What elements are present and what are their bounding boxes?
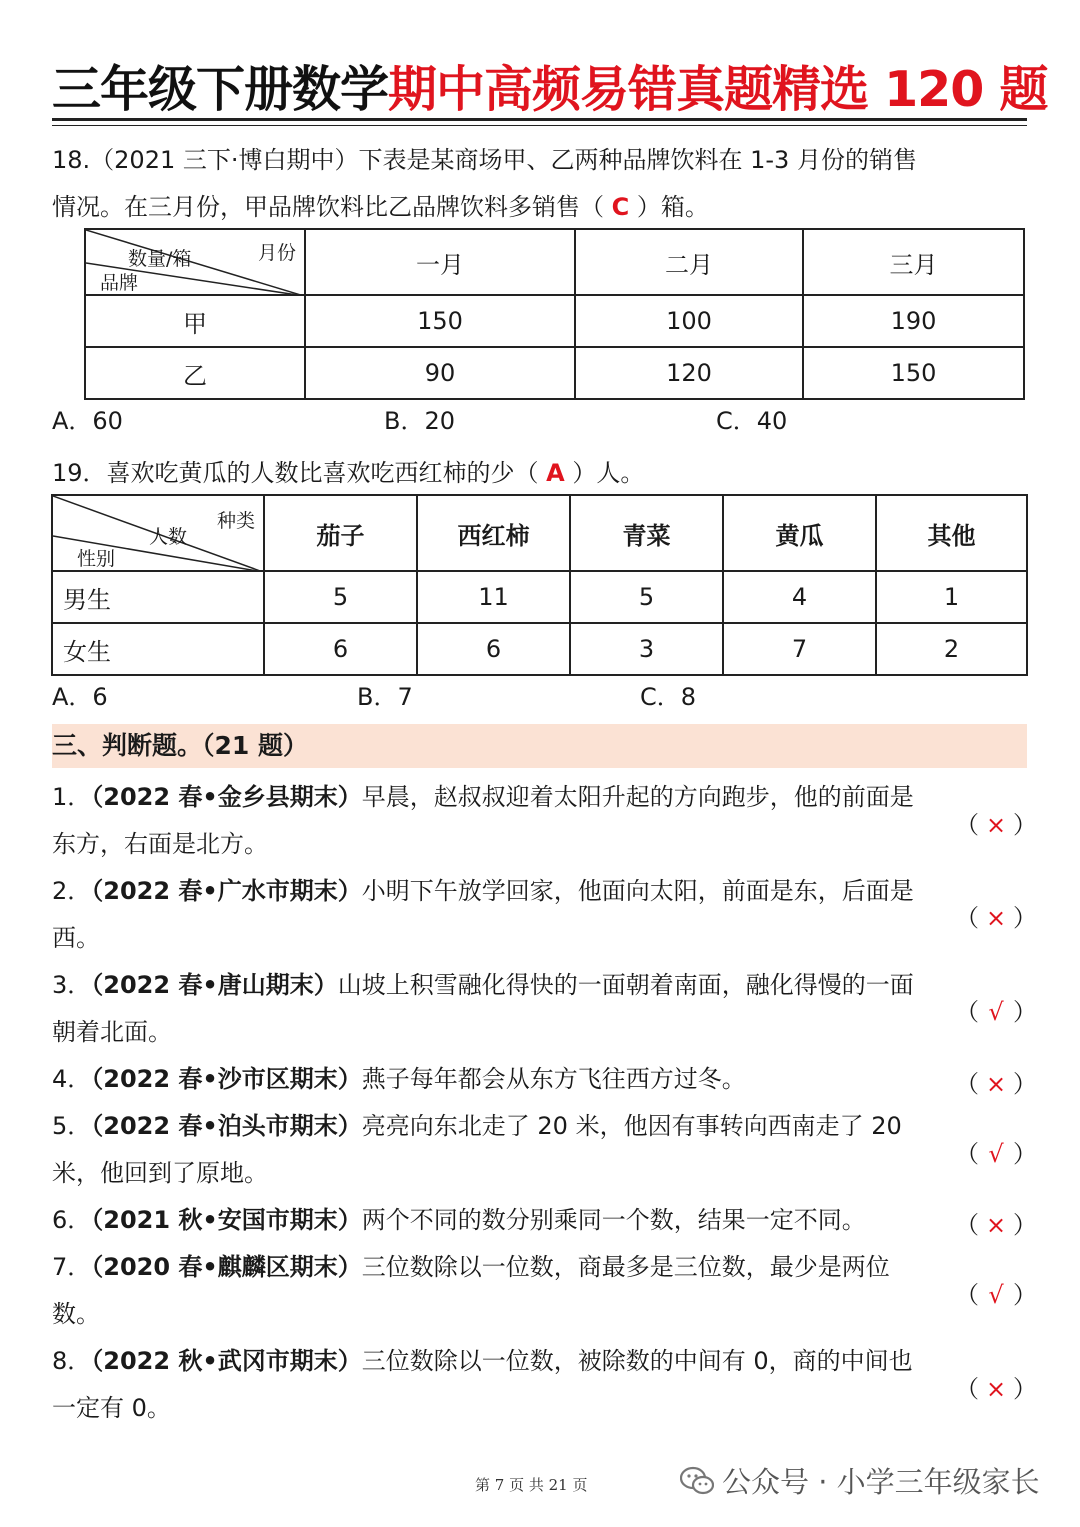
item-text: 燕子每年都会从东方飞往西方过冬。	[361, 1065, 746, 1093]
q18-line2-pre: 情况。在三月份，甲品牌饮料比乙品牌饮料多销售（	[52, 193, 612, 221]
title-red-part: 期中高频易错真题精选 120 题	[388, 61, 1048, 118]
q18-corner-bottom: 品牌	[100, 272, 139, 294]
section-header	[52, 724, 1027, 768]
q18-cell: 150	[803, 347, 1024, 399]
q19-cell: 2	[876, 623, 1027, 675]
judgement-item	[52, 774, 932, 868]
q19-line	[52, 450, 644, 497]
paren-open: （	[955, 1375, 979, 1403]
wrong-mark-icon: ×	[985, 1070, 1007, 1098]
q19-corner-bottom: 性别	[77, 548, 116, 570]
paren-open: （	[955, 1211, 979, 1239]
item-number: 5．	[52, 1112, 92, 1140]
q18-cell: 150	[305, 295, 575, 347]
q19-cell: 5	[264, 571, 417, 623]
paren-close: ）	[1013, 904, 1037, 932]
table-row	[52, 571, 1027, 623]
wechat-logo-icon	[680, 1466, 714, 1503]
paren-open: （	[955, 811, 979, 839]
q19-header: 茄子	[264, 495, 417, 571]
q19-cell: 5	[570, 571, 723, 623]
q18-header: 二月	[575, 229, 803, 295]
table-row	[85, 295, 1024, 347]
q18-header: 一月	[305, 229, 575, 295]
q19-corner-cell	[52, 495, 264, 571]
item-number: 7．	[52, 1253, 92, 1281]
item-source: （2022 春•广水市期末）	[91, 877, 362, 905]
q18-cell: 120	[575, 347, 803, 399]
answer-mark	[955, 1275, 1037, 1310]
q18-answer: C	[611, 193, 630, 221]
paren-close: ）	[1013, 1140, 1037, 1168]
item-number: 2．	[52, 877, 92, 905]
judgement-item	[52, 1338, 932, 1432]
q19-cell: 11	[417, 571, 570, 623]
q19-corner-top: 种类	[217, 510, 256, 532]
item-text: 亮亮向东北走了 20 米，他因有事转向西南走了 20 米，他回到了原地。	[52, 1112, 902, 1187]
wrong-mark-icon: ×	[985, 811, 1007, 839]
paren-open: （	[955, 1281, 979, 1309]
q19-cell: 6	[264, 623, 417, 675]
paren-open: （	[955, 904, 979, 932]
item-source: （2022 春•沙市区期末）	[91, 1065, 362, 1093]
q18-option-c: C．40	[716, 407, 788, 435]
item-number: 8．	[52, 1347, 92, 1375]
q19-cell: 6	[417, 623, 570, 675]
judgement-item	[52, 1103, 932, 1197]
q19-cell: 7	[723, 623, 876, 675]
paren-close: ）	[1013, 998, 1037, 1026]
q19-post: ）人。	[564, 459, 645, 487]
q19-cell: 4	[723, 571, 876, 623]
item-source: （2021 秋•安国市期末）	[91, 1206, 362, 1234]
q19-answer: A	[546, 459, 565, 487]
paren-close: ）	[1013, 1070, 1037, 1098]
item-number: 3．	[52, 971, 92, 999]
item-number: 6．	[52, 1206, 92, 1234]
item-number: 4．	[52, 1065, 92, 1093]
section-title: 三、判断题。（21 题）	[52, 731, 308, 760]
wrong-mark-icon: ×	[985, 1211, 1007, 1239]
q19-header: 其他	[876, 495, 1027, 571]
q19-table	[51, 494, 1028, 676]
q19-row-label: 女生	[52, 623, 264, 675]
q18-line1: 18.（2021 三下·博白期中）下表是某商场甲、乙两种品牌饮料在 1-3 月份的销售	[52, 146, 917, 174]
paren-close: ）	[1013, 811, 1037, 839]
table-row	[52, 623, 1027, 675]
check-mark-icon: √	[988, 998, 1004, 1026]
paren-open: （	[955, 1140, 979, 1168]
answer-mark	[955, 1205, 1037, 1240]
answer-mark	[955, 898, 1037, 933]
q18-row-label: 甲	[85, 295, 305, 347]
item-text: 两个不同的数分别乘同一个数，结果一定不同。	[361, 1206, 866, 1234]
q19-option-a: A．6	[52, 683, 108, 711]
answer-mark	[955, 1369, 1037, 1404]
q19-header: 西红柿	[417, 495, 570, 571]
paren-close: ）	[1013, 1211, 1037, 1239]
item-source: （2020 春•麒麟区期末）	[91, 1253, 362, 1281]
q18-option-a: A．60	[52, 407, 123, 435]
title-black-part: 三年级下册数学	[52, 61, 389, 118]
q18-corner-cell	[85, 229, 305, 295]
q18-row-label: 乙	[85, 347, 305, 399]
item-text: 三位数除以一位数，被除数的中间有 0，商的中间也一定有 0。	[52, 1347, 913, 1422]
watermark-text: 公众号 · 小学三年级家长	[722, 1465, 1040, 1499]
q19-pre: 19．喜欢吃黄瓜的人数比喜欢吃西红柿的少（	[52, 459, 547, 487]
q19-header: 青菜	[570, 495, 723, 571]
judgement-item	[52, 1244, 932, 1338]
title-rule-thin	[52, 125, 1027, 126]
q19-row-label: 男生	[52, 571, 264, 623]
q19-option-b: B．7	[357, 683, 413, 711]
item-source: （2022 秋•武冈市期末）	[91, 1347, 362, 1375]
q18-line2	[52, 184, 709, 231]
item-text: 早晨，赵叔叔迎着太阳升起的方向跑步，他的前面是东方，右面是北方。	[52, 783, 914, 858]
judgement-item	[52, 1197, 952, 1244]
item-text: 山坡上积雪融化得快的一面朝着南面，融化得慢的一面朝着北面。	[52, 971, 914, 1046]
answer-mark	[955, 1064, 1037, 1099]
q19-corner-mid: 人数	[149, 526, 188, 548]
answer-mark	[955, 805, 1037, 840]
q19-cell: 3	[570, 623, 723, 675]
q18-line2-post: ）箱。	[629, 193, 709, 221]
paren-close: ）	[1013, 1281, 1037, 1309]
item-text: 三位数除以一位数，商最多是三位数，最少是两位数。	[52, 1253, 890, 1328]
judgement-item	[52, 868, 932, 962]
q18-corner-mid: 数量/箱	[128, 248, 192, 270]
check-mark-icon: √	[988, 1281, 1004, 1309]
judgement-item	[52, 962, 932, 1056]
paren-open: （	[955, 1070, 979, 1098]
q18-cell: 100	[575, 295, 803, 347]
q19-option-c: C．8	[640, 683, 697, 711]
item-number: 1．	[52, 783, 92, 811]
table-row	[85, 347, 1024, 399]
q18-header: 三月	[803, 229, 1024, 295]
item-text: 小明下午放学回家，他面向太阳，前面是东，后面是西。	[52, 877, 914, 952]
judgement-item	[52, 1056, 932, 1103]
answer-mark	[955, 992, 1037, 1027]
title-rule-thick	[52, 118, 1027, 121]
q19-cell: 1	[876, 571, 1027, 623]
q18-cell: 190	[803, 295, 1024, 347]
q18-corner-top: 月份	[258, 242, 297, 264]
paren-open: （	[955, 998, 979, 1026]
paren-close: ）	[1013, 1375, 1037, 1403]
q18-option-b: B．20	[384, 407, 456, 435]
q19-header: 黄瓜	[723, 495, 876, 571]
item-source: （2022 春•金乡县期末）	[91, 783, 362, 811]
page-number: 第 7 页 共 21 页	[475, 1476, 588, 1494]
wrong-mark-icon: ×	[985, 1375, 1007, 1403]
item-source: （2022 春•唐山期末）	[91, 971, 338, 999]
page-title	[52, 58, 1048, 122]
watermark	[680, 1460, 1040, 1503]
q18-cell: 90	[305, 347, 575, 399]
wrong-mark-icon: ×	[985, 904, 1007, 932]
answer-mark	[955, 1134, 1037, 1169]
check-mark-icon: √	[988, 1140, 1004, 1168]
item-source: （2022 春•泊头市期末）	[91, 1112, 362, 1140]
q18-table	[84, 228, 1025, 400]
